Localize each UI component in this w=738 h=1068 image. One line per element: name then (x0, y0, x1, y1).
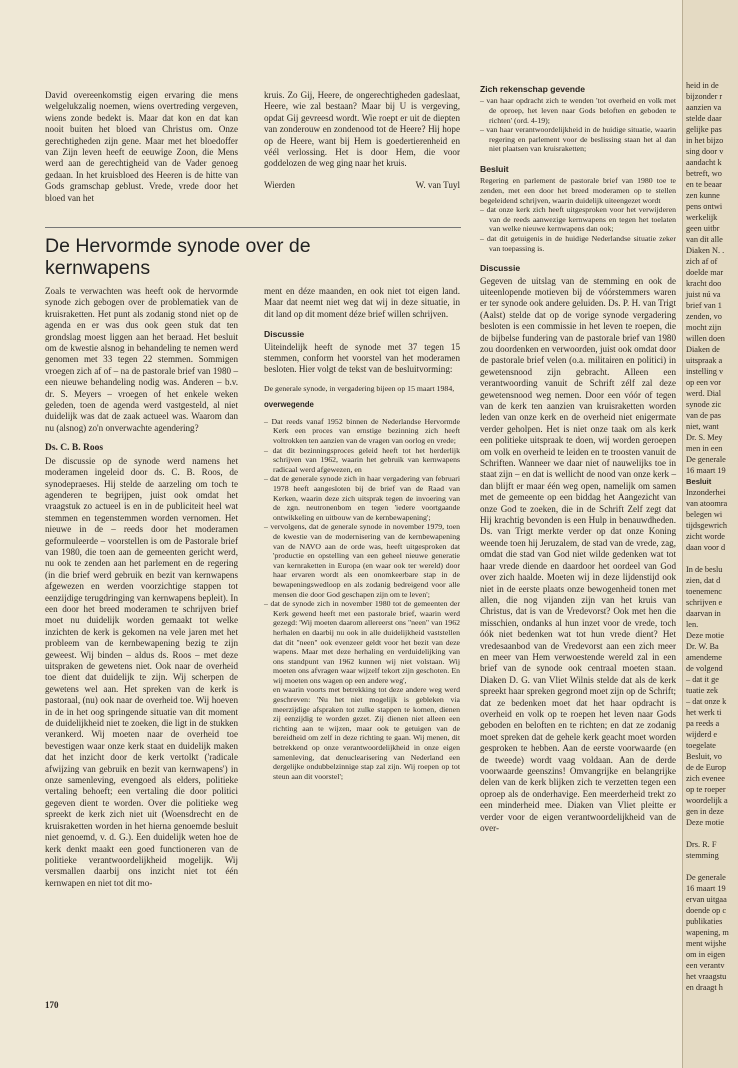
edge-line (686, 828, 738, 839)
edge-line: publikaties (686, 917, 723, 926)
besluit-list (480, 205, 676, 253)
edge-line: toenemenc (686, 587, 722, 596)
edge-line: mocht zijn (686, 323, 722, 332)
consideration-item: – Dat reeds vanaf 1952 binnen de Nederlandse Hervormde Kerk een proces van ernstige bezinning zich heeft voltrokken ten aanzien van de vragen van oorlog en vrede; (264, 416, 460, 446)
edge-line: brief van 1 (686, 301, 722, 310)
edge-line: doende op c (686, 906, 727, 915)
edge-line: zenden, vo (686, 312, 722, 321)
edge-line: van dit alle (686, 235, 723, 244)
edge-line: ment wijshe (686, 939, 727, 948)
edge-line: werd. Dial (686, 389, 722, 398)
edge-line: pa reeds a (686, 719, 720, 728)
article-col1 (45, 286, 238, 991)
edge-line: het werk ti (686, 708, 722, 717)
edge-line: Diaken N. . (686, 246, 725, 255)
edge-line: wijderd e (686, 730, 718, 739)
article-separator (45, 227, 461, 228)
edge-line: Dr. S. Mey (686, 433, 723, 442)
edge-line: zich af of (686, 257, 718, 266)
prev-article-text: kruis. Zo Gij, Heere, de ongerechtigheden gadeslaat, Heere, wie zal bestaan? Maar bij U is vergeving, opdat Gij gevreesd wordt. Wie roept er uit de diepten van zonderouw en zondenood tot de Heere? Hij hope op de Heere, want bij Hem is goedertierenheid en véél verlossing. Het is door Hem, die voor goddelozen de weg ging naar het kruis. (264, 90, 460, 169)
edge-line: heid in de (686, 81, 719, 90)
edge-line: van de pas (686, 411, 722, 420)
edge-line: bijzonder r (686, 92, 723, 101)
edge-line: aandacht k (686, 158, 722, 167)
edge-line: ervan uitgaa (686, 895, 727, 904)
edge-line: geen uitbr (686, 224, 720, 233)
rekenschap-item: – van haar opdracht zich te wenden 'tot overheid en volk met de oproep, het leven naar Gods beloften en geboden te richten' (ord. 4-19); (480, 96, 676, 125)
article-title: De Hervormde synode over de kernwapens (45, 235, 311, 279)
signature (264, 180, 460, 191)
section-heading-besluit: Besluit (480, 163, 509, 174)
edge-line: niet, want (686, 422, 719, 431)
prev-article-col1 (45, 90, 238, 204)
edge-line: tuatie zek (686, 686, 719, 695)
edge-line: men in een (686, 444, 723, 453)
edge-line: – dat it ge (686, 675, 719, 684)
edge-line: gen in deze (686, 807, 724, 816)
page-edge-divider (682, 0, 683, 1068)
edge-line: en te beaar (686, 180, 722, 189)
besluit-item: – dat onze kerk zich heeft uitgesproken voor het verwijderen van de reeds aanwezige kernwapens en tegen het toelaten van welke nieuwe kernwapens dan ook; (480, 205, 676, 234)
consideration-item: – dat dit bezinningsproces geleid heeft tot het herderlijk schrijven van 1962, waarin het gebruik van kernwapens radicaal werd afgewezen, en (264, 445, 460, 474)
edge-line: – dat onze k (686, 697, 727, 706)
edge-line: In de beslu (686, 565, 723, 574)
section-heading-discussie: Discussie (264, 329, 305, 340)
signature-place: Wierden (264, 179, 295, 190)
rekenschap-list (480, 96, 676, 154)
edge-line: daarvan in (686, 609, 721, 618)
edge-line (686, 553, 738, 564)
edge-line: willen doen (686, 334, 725, 343)
edge-line: zicht worde (686, 532, 725, 541)
prev-article-col2 (264, 90, 460, 191)
signature-author: W. van Tuyl (415, 179, 460, 190)
roos-text: De discussie op de synode werd namens het moderamen ingeleid door ds. C. B. Roos, de synodepraeses. Hij stelde de aarzeling om toch te agenderen te begrijpen, juist ook omdat het vraagstuk zo actueel is en in de publiciteit heel wat stemmen en tegenstemmen worden vernomen. Het nieuwe in de – reeds door het moderamen geformuleerde – voorstellen is om de Pastorale brief van 1980, die toen aan de gemeenten gericht werd, nu ook te zenden aan het parlement en de regering (in die brief werd gebruik en bezit van kernwapens afgewezen en werden voorzichtige stappen tot eenzijdige terugdringing van kernwapens bepleit). In een door het breed moderamen te schrijven brief moet nu duidelijk worden gemaakt tot welke inzichten de kerk is gekomen na vele jaren met het probleem van de kernbewapening bezig te zijn geweest. Wij binden – aldus ds. Roos – met deze uitspraken de gewetens niet. Ook naar de overheid toe dient dat duidelijk te zijn. Wij scherpen de gewetens wel aan. Het spreken van de kerk is pastoraal, (nu) ook naar de overheid toe. Wij hoeven in de in het oog springende situatie van dit moment de duidelijkheid niet te zoeken, die ligt in de stukken verankerd. Wij moeten naar de overheid toe bevestigen waar onze kerk staat en duidelijk maken dat het inzicht door de kerk vertolkt ('radicale afwijzing van gebruik en bezit van kernwapens') in onze samenleving, evengoed als elders, politieke vertaling behoeft; een vertaling die door politici gegeven dient te worden. Over die politieke weg spreekt de kerk zich niet uit (Woensdrecht en de kruisraketten worden in het hierna genoemde besluit niet genoemd, v. d. G.). Een duidelijk weten hoe de kerk denkt maakt een goed functioneren van de politieke verantwoordelijkheid mogelijk. Wij versmallen daarbij ons inzicht niet tot één kernwapen en niet tot dit mo- (45, 455, 238, 888)
overwegende-heading: overwegende (264, 400, 314, 410)
discussie-text: Uiteindelijk heeft de synode met 37 tegen 15 stemmen, conform het voorstel van het moderamen besloten. Hier volgt de tekst van de besluitvorming: (264, 341, 460, 375)
edge-line: zien, dat d (686, 576, 721, 585)
edge-line: Inzonderhei (686, 488, 726, 497)
edge-line: woordelijk a (686, 796, 728, 805)
page-number: 170 (45, 1000, 59, 1010)
edge-line: 16 maart 19 (686, 884, 726, 893)
edge-line: belegen wi (686, 510, 723, 519)
edge-line: schrijven e (686, 598, 723, 607)
edge-line: instelling v (686, 367, 724, 376)
edge-line: stelde daar (686, 114, 722, 123)
edge-line: amendeme (686, 653, 722, 662)
edge-line: en draagt h (686, 983, 723, 992)
edge-line: len. (686, 620, 699, 629)
edge-line: gelijke pas (686, 125, 722, 134)
edge-line: wapening, m (686, 928, 729, 937)
section-heading-roos: Ds. C. B. Roos (45, 443, 104, 454)
edge-line: daan voor d (686, 543, 726, 552)
edge-line: op een vor (686, 378, 722, 387)
edge-line: Besluit (686, 477, 712, 486)
edge-line: uitspraak a (686, 356, 723, 365)
edge-line: aanzien va (686, 103, 722, 112)
edge-line: tijdsgewrich (686, 521, 728, 530)
edge-line: van atoomra (686, 499, 728, 508)
col3-discussie-text: Gegeven de uitslag van de stemming en ook de uiteenlopende motieven bij de vóórstemmers waren er ter synode ook andere geluiden. Ds. P. H. van Trigt (Aalst) stelde dat op de vorige synode vergadering besloten is een commissie in het leven te roepen, die de bijbelse fundering van de pastorale brief van 1980 zou doordenken en verwoorden, juist ook omdat door de pastorale brief velen (o.a. militairen en politici) in gewetensnood zijn gebracht. Alleen een verantwoording vanuit de Schrift zélf zal deze gewetensnood weg nemen. Door een vóór of tegen van de kerk ten aanzien van kruisraketten worden leden van onze kerk en de overheid niet enigermate verder geholpen. Het is niet onze taak om als kerk een politieke uitspraak te doen, wij worden geroepen om volk en overheid te leiden en te troosten vanuit de Schriften. Wanneer we daar niet of nauwelijks toe in staat zijn – en dat is wellicht de nood van onze kerk – dan blijft er maar één weg open, namelijk om samen met de gemeente op een biddag het Aangezicht van onze God te zoeken, die in de Schrift Zelf zegt dat Hij krachtig bevonden is een Hulp in benauwdheden. Ds. van Trigt merkte verder op dat onze Koning weende toen hij Jeruzalem, de stad van de vrede, zag, omdat die stad van God niet wilde gedenken wat tot haar vrede diende en daardoor het oordeel van God over zich haalde. Moeten wij in deze lijdenstijd ook niet in de eerste plaats onze bewogenheid tonen met allen, die nog vijanden zijn van het kruis van Christus, dat is van de Vredevorst? Ook met hen die misschien, ondanks al hun inzet voor de vrede, toch óók niet bedenken wat tot hun vrede dient? Het vredesaanbod van de Vredevorst aan een zich meer en meer van Hem verwoestende wereld zal in een brief van de synode ook centraal moeten staan. Diaken D. G. van Vliet Wilnis stelde dat als de kerk spreekt haar spreken gegrond moet zijn op de Schrift; dat ze bedenken moet dat het haar opdracht is overheid en volk op te roepen het leven naar Gods geboden en beloften en te richten; en dat ze zodanig moet spreken dat de gehele kerk geacht moet worden gesproken te hebben. Aan de eerste voorwaarde (en de tweede) wordt vaag voldaan. Aan de derde voorwaarde geenszins! Omvangrijke en belangrijke delen van de kerk blijken zich te verzetten tegen een oproep als de onderhavige. Een meerderheid trekt zo een minderheid mee. Diaken van Vliet pleitte er verder voor de eigen verantwoordelijkheid van de over- (480, 275, 676, 834)
article-col2 (264, 286, 460, 991)
edge-line: Deze motie (686, 818, 725, 827)
edge-line: 16 maart 19 (686, 466, 726, 475)
edge-line: in het bijzo (686, 136, 724, 145)
edge-line: toegelate (686, 741, 716, 750)
rekenschap-item: – van haar verantwoordelijkheid in de huidige situatie, waarin regering en parlement voor de beslissing staan het al dan niet plaatsen van kruisraketten; (480, 125, 676, 154)
edge-line: betreft, wo (686, 169, 722, 178)
edge-line: sing door v (686, 147, 724, 156)
col2-continuation: ment en déze maanden, en ook niet tot eigen land. Maar dat neemt niet weg dat wij in deze situatie, in dit land op dit moment déze brief willen schrijven. (264, 286, 460, 319)
edge-line: Drs. R. F (686, 840, 717, 849)
article-title-block (45, 236, 345, 279)
consideration-item: – dat de generale synode zich in haar vergadering van februari 1978 heeft aangesloten bij de brief van de Raad van Kerken, waarin deze zich uitsprak tegen de invoering van de zgn. neutronenbom en tegen 'iedere voortgaande ontwikkeling en uitbouw van de kernbewapening'; (264, 474, 460, 522)
edge-line: om in eigen (686, 950, 726, 959)
consideration-item: – vervolgens, dat de generale synode in november 1979, toen de kwestie van de modernisering van de kernbewapening van de NAVO aan de orde was, heeft uitgesproken dat 'productie en opstelling van een geheel nieuwe generatie van kernraketten in Europa (en waar ook ter wereld) door haar ervaren wordt als een onomkeerbare stap in de bewapeningswedloop en als zodanig bedreigend voor alle mensen die door God geschapen zijn om te leven'; (264, 522, 460, 599)
next-page-edge (686, 80, 738, 992)
edge-line: zich evenee (686, 774, 725, 783)
edge-line: juist nú va (686, 290, 721, 299)
considerations-list (264, 417, 460, 782)
prev-article-text: David overeenkomstig eigen ervaring die mens welgelukzalig noemen, wiens overtreding vergeven, wiens zonde bedekt is. Maar dat kon en dat kan nooit buiten het bloed van Christus om. Onze gerechtigheden zijn gene. Maar met het bloedoffer van Zijn leven heeft de eeuwige Zoon, die Mens werd aan de gerechtigheid van de Vader genoeg gedaan. In het kruisbloed des Heeren is de hitte van Gods gramschap geblust. Vrede, vrede door het bloed van het (45, 90, 238, 203)
edge-line: op te roeper (686, 785, 726, 794)
consideration-tail: en waarin voorts met betrekking tot deze andere weg werd geschreven: 'Nu het niet mogelijk is gebleken via meerzijdige afspraken tot zulke stappen te komen, dienen zij eenzijdig te worden gezet. Zij dienen niet alleen een richting aan te wijzen, maar ook te getuigen van de bereidheid om zelf in deze richting te gaan. Wij menen, dit betrekkend op onze verantwoordelijkheid in onze eigen samenleving, dat denuclearisering van Nederland een dergelijke ondubbelzinnige stap zal zijn. Wij roepen op tot steun aan dit voorstel'; (273, 685, 460, 781)
edge-line: werkelijk (686, 213, 718, 222)
edge-line: een verantv (686, 961, 725, 970)
edge-line: stemming (686, 851, 719, 860)
consideration-item: – dat de synode zich in november 1980 tot de gemeenten der Kerk gewend heeft met een pastorale brief, waarin werd gezegd: 'Wij moeten daarom allereerst ons "neen" van 1962 herhalen en daarbij nu ook in alle duidelijkheid vaststellen dat dit "neen" ook evenzeer geldt voor het bezit van deze wapens. Maar met deze herhaling en verduidelijking van ons standpunt van 1962 kunnen wij niet volstaan. Wij moeten ons afvragen waar wijzelf tekort zijn geschoten. En wij moeten ons wagen op een andere weg', (264, 599, 460, 685)
edge-line: De generale (686, 873, 726, 882)
edge-line: de de Europ (686, 763, 727, 772)
edge-line: het vraagstu (686, 972, 727, 981)
besluit-text: Regering en parlement de pastorale brief van 1980 toe te zenden, met een door het breed moderamen op te stellen begeleidend schrijven, waarin duidelijk uiteengezet wordt (480, 176, 676, 205)
edge-line: Deze motie (686, 631, 725, 640)
edge-line: doelde mar (686, 268, 724, 277)
edge-line: synode zic (686, 400, 722, 409)
edge-line: De generale (686, 455, 726, 464)
section-heading-discussie-2: Discussie (480, 263, 521, 274)
edge-line: zen kunne (686, 191, 720, 200)
article-intro: Zoals te verwachten was heeft ook de hervormde synode zich gebogen over de problematiek van de kruisraketten. Het punt als zodanig stond niet op de agenda en er was dus ook geen stuk dat ten grondslag moest liggen aan het beraad. Het besluit om de kwestie alsnog in behandeling te nemen werd genomen met 33 tegen 22 stemmen. Sommigen vroegen zich af of – na de pastorale brief van 1980 – een nieuwe behandeling nodig was. Anderen – b.v. dr. S. Meyers – vroegen of het enkele weken geleden, toen de agenda werd vastgesteld, al niet duidelijk was dat de zaak actueel was. Waarom dan nu (alsnog) zo'n onverwachte agendering? (45, 286, 238, 433)
edge-line: Besluit, vo (686, 752, 722, 761)
article-col3 (480, 84, 676, 1004)
section-heading-rekenschap: Zich rekenschap gevende (480, 84, 586, 94)
edge-line: kracht doo (686, 279, 722, 288)
edge-line (686, 861, 738, 872)
besluit-item: – dat dit getuigenis in de huidige Nederlandse situatie zeker van toepassing is. (480, 233, 676, 253)
edge-line: pens ontwi (686, 202, 723, 211)
edge-line: Diaken de (686, 345, 720, 354)
edge-line: Dr. W. Ba (686, 642, 719, 651)
decision-intro: De generale synode, in vergadering bijeen op 15 maart 1984, (264, 383, 455, 393)
edge-line: de volgend (686, 664, 723, 673)
